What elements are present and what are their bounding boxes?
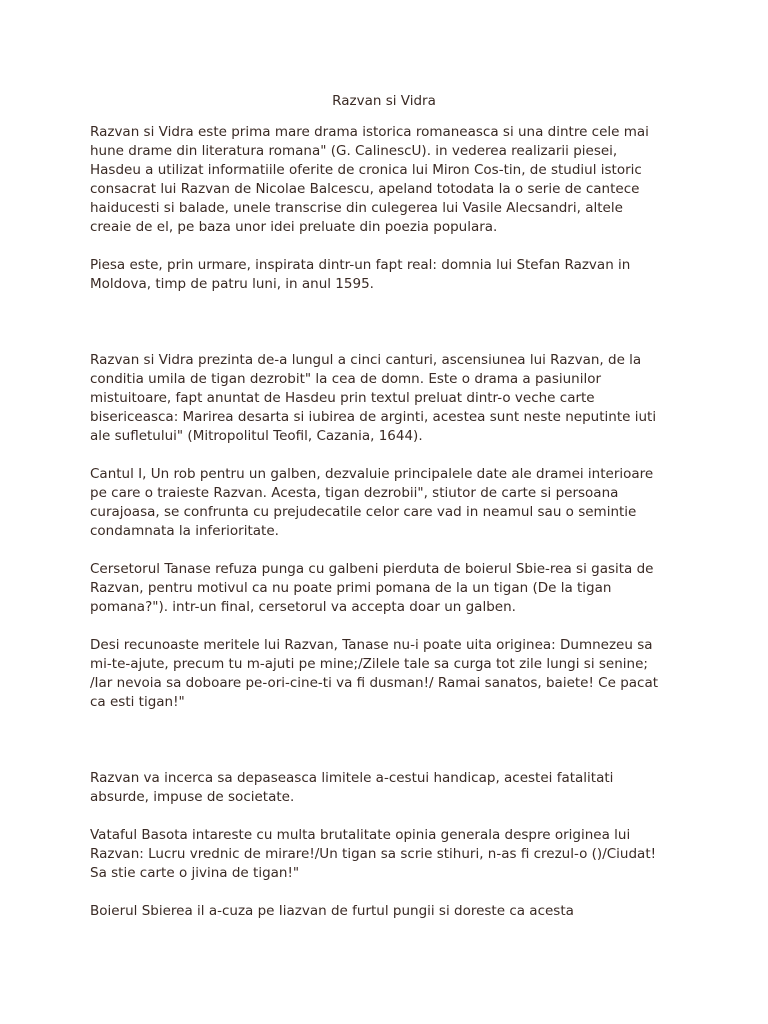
paragraph-5: Cersetorul Tanase refuza punga cu galbeni pierduta de boierul Sbie-rea si gasita de Razvan, pentru motivul ca nu poate primi pomana de la un tigan (De la tigan pomana?"). intr-un final, cersetorul va accepta doar un galben. bbox=[90, 561, 654, 615]
paragraph-8: Vataful Basota intareste cu multa brutalitate opinia generala despre originea lui Razvan: Lucru vrednic de mirare!/Un tigan sa scrie stihuri, n-as fi crezul-o ()/Ciudat! Sa stie carte o jivina de tigan!" bbox=[90, 827, 657, 881]
paragraph-7: Razvan va incerca sa depaseasca limitele a-cestui handicap, acestei fatalitati absurde, impuse de societate. bbox=[90, 770, 614, 805]
paragraph-3: Razvan si Vidra prezinta de-a lungul a cinci canturi, ascensiunea lui Razvan, de la conditia umila de tigan dezrobit" la cea de domn. Este o drama a pasiunilor mistuitoare, fapt anuntat de Hasdeu prin textul preluat dintr-o veche carte bisericeasca: Marirea desarta si iubirea de arginti, acestea sunt neste neputinte iuti ale sufletului" (Mitropolitul Teofil, Cazania, 1644). bbox=[90, 352, 657, 444]
document-title: Razvan si Vidra bbox=[332, 93, 436, 109]
paragraph-1: Razvan si Vidra este prima mare drama istorica romaneasca si una dintre cele mai hune drame din literatura romana" (G. CalinescU). in vederea realizarii piesei, Hasdeu a utilizat informatiile oferite de cronica lui Miron Cos-tin, de studiul istoric consacrat lui Razvan de Nicolae Balcescu, apeland totodata la o serie de cantece haiducesti si balade, unele transcrise din culegerea lui Vasile Alecsandri, altele creaie de el, pe baza unor idei preluate din poezia populara. bbox=[90, 124, 649, 235]
paragraph-6: Desi recunoaste meritele lui Razvan, Tanase nu-i poate uita originea: Dumnezeu sa mi-te-ajute, precum tu m-ajuti pe mine;/Zilele tale sa curga tot zile lungi si senine; /Iar nevoia sa doboare pe-ori-cine-ti va fi dusman!/ Ramai sanatos, baiete! Ce pacat ca esti tigan!" bbox=[90, 637, 659, 710]
paragraph-2: Piesa este, prin urmare, inspirata dintr-un fapt real: domnia lui Stefan Razvan in Moldova, timp de patru luni, in anul 1595. bbox=[90, 257, 631, 292]
paragraph-4: Cantul I, Un rob pentru un galben, dezvaluie principalele date ale dramei interioare pe care o traieste Razvan. Acesta, tigan dezrobii", stiutor de carte si persoana curajoasa, se confrunta cu prejudecatile celor care vad in neamul sau o semintie condamnata la inferioritate. bbox=[90, 466, 654, 539]
paragraph-9: Boierul Sbierea il a-cuza pe Iiazvan de furtul pungii si doreste ca acesta bbox=[90, 903, 574, 919]
